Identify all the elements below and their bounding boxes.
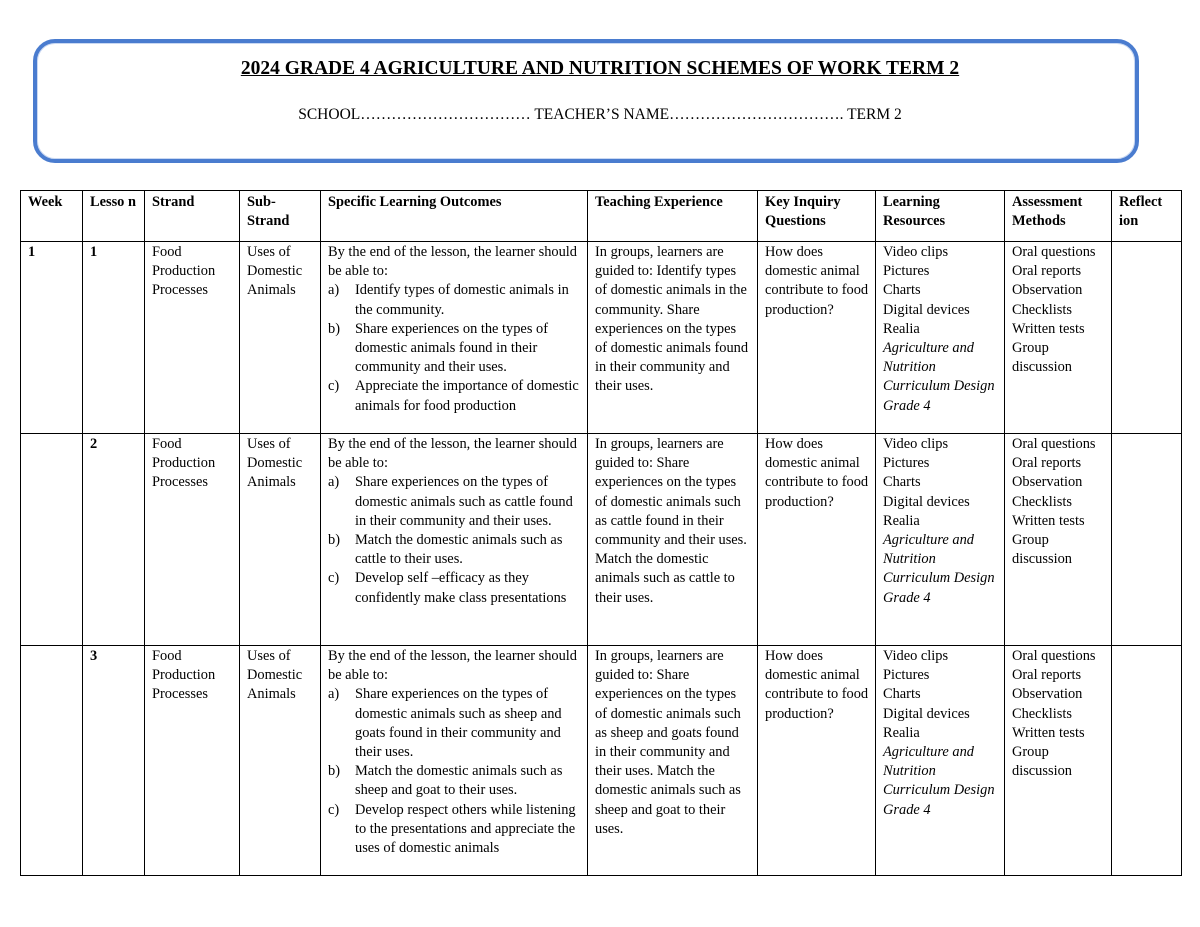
lesson-cell: 2	[83, 434, 145, 646]
list-item	[328, 762, 581, 800]
resource-item: Pictures	[883, 667, 930, 684]
assessment-item: Oral reports	[1012, 455, 1082, 472]
assessment-item: Checklists	[1012, 493, 1072, 510]
schemes-of-work-table	[20, 190, 1182, 876]
outcome-marker: b)	[328, 763, 340, 780]
list-item	[328, 281, 581, 319]
column-header: Strand	[145, 191, 240, 242]
column-header: Key Inquiry Questions	[758, 191, 876, 242]
assessment-item: Group discussion	[1012, 340, 1072, 376]
teaching-experience-cell: In groups, learners are guided to: Identify types of domestic animals in the community. Share experiences on the types of domestic animals found in their community and their uses.	[588, 242, 758, 434]
teacher-name-field-label: TEACHER’S NAME…………………………….	[534, 106, 844, 123]
lesson-cell: 3	[83, 646, 145, 876]
assessment-item: Observation	[1012, 474, 1083, 491]
resource-item: Digital devices	[883, 493, 970, 510]
strand-cell: Food Production Processes	[145, 242, 240, 434]
outcome-marker: c)	[328, 801, 340, 818]
resource-item: Video clips	[883, 244, 949, 260]
assessment-item: Checklists	[1012, 301, 1072, 318]
learning-resources-cell	[876, 646, 1005, 876]
learning-outcomes-cell	[321, 646, 588, 876]
column-header: Specific Learning Outcomes	[321, 191, 588, 242]
resource-item: Video clips	[883, 436, 949, 452]
learning-resources-cell	[876, 242, 1005, 434]
school-field-label: SCHOOL……………………………	[298, 106, 531, 123]
column-header: Learning Resources	[876, 191, 1005, 242]
teaching-experience-cell: In groups, learners are guided to: Share experiences on the types of domestic animals such as cattle found in their community and their uses. Match the domestic animals such as cattle to their uses.	[588, 434, 758, 646]
outcome-text: Share experiences on the types of domestic animals found in their community and their uses.	[355, 320, 549, 376]
assessment-item: Checklists	[1012, 705, 1072, 722]
curriculum-design-reference: Agriculture and Nutrition Curriculum Design Grade 4	[883, 744, 995, 818]
teaching-experience-cell: In groups, learners are guided to: Share experiences on the types of domestic animals such as sheep and goats found in their community and their uses. Match the domestic animals such as sheep and goat to their uses.	[588, 646, 758, 876]
assessment-item: Written tests	[1012, 724, 1085, 741]
resource-item: Charts	[883, 686, 921, 703]
reflection-cell	[1112, 242, 1182, 434]
resource-item: Realia	[883, 724, 920, 741]
strand-cell: Food Production Processes	[145, 434, 240, 646]
outcome-text: Appreciate the importance of domestic animals for food production	[355, 378, 579, 414]
inquiry-question-cell: How does domestic animal contribute to food production?	[758, 434, 876, 646]
list-item	[328, 377, 581, 415]
assessment-item: Written tests	[1012, 320, 1085, 337]
table-header-row	[21, 191, 1182, 242]
list-item	[328, 320, 581, 378]
document-title: 2024 GRADE 4 AGRICULTURE AND NUTRITION SCHEMES OF WORK TERM 2	[240, 58, 960, 79]
week-cell	[21, 646, 83, 876]
resource-item: Charts	[883, 474, 921, 491]
outcome-marker: a)	[328, 474, 340, 491]
curriculum-design-reference: Agriculture and Nutrition Curriculum Design Grade 4	[883, 340, 995, 414]
assessment-item: Observation	[1012, 282, 1083, 299]
document-subtitle	[0, 106, 1200, 124]
resource-item: Charts	[883, 282, 921, 299]
curriculum-design-reference: Agriculture and Nutrition Curriculum Design Grade 4	[883, 532, 995, 606]
outcome-text: Identify types of domestic animals in the community.	[355, 282, 569, 318]
learning-resources-cell	[876, 434, 1005, 646]
column-header: Reflect ion	[1112, 191, 1182, 242]
reflection-cell	[1112, 646, 1182, 876]
column-header: Lesso n	[83, 191, 145, 242]
outcomes-list	[328, 473, 581, 607]
outcome-text: Develop respect others while listening to the presentations and appreciate the uses of domestic animals	[355, 801, 576, 857]
resource-item: Video clips	[883, 648, 949, 664]
column-header: Sub- Strand	[240, 191, 321, 242]
assessment-item: Observation	[1012, 686, 1083, 703]
column-header: Week	[21, 191, 83, 242]
outcome-marker: c)	[328, 570, 340, 587]
resource-item: Digital devices	[883, 705, 970, 722]
outcome-marker: a)	[328, 282, 340, 299]
outcome-marker: b)	[328, 532, 340, 549]
assessment-item: Group discussion	[1012, 744, 1072, 780]
column-header: Assessment Methods	[1005, 191, 1112, 242]
outcomes-intro: By the end of the lesson, the learner should be able to:	[328, 244, 577, 280]
list-item	[328, 801, 581, 859]
inquiry-question-cell: How does domestic animal contribute to food production?	[758, 242, 876, 434]
strand-cell: Food Production Processes	[145, 646, 240, 876]
sub-strand-cell: Uses of Domestic Animals	[240, 434, 321, 646]
assessment-methods-cell	[1005, 242, 1112, 434]
lesson-cell: 1	[83, 242, 145, 434]
outcome-marker: b)	[328, 320, 340, 337]
list-item	[328, 685, 581, 762]
assessment-methods-cell	[1005, 434, 1112, 646]
resource-item: Digital devices	[883, 301, 970, 318]
assessment-item: Oral questions	[1012, 244, 1096, 260]
reflection-cell	[1112, 434, 1182, 646]
learning-outcomes-cell	[321, 434, 588, 646]
list-item	[328, 531, 581, 569]
week-cell	[21, 434, 83, 646]
outcome-text: Develop self –efficacy as they confidently make class presentations	[355, 570, 567, 606]
resource-item: Realia	[883, 512, 920, 529]
sub-strand-cell: Uses of Domestic Animals	[240, 242, 321, 434]
table-row	[21, 646, 1182, 876]
inquiry-question-cell: How does domestic animal contribute to food production?	[758, 646, 876, 876]
outcomes-intro: By the end of the lesson, the learner should be able to:	[328, 648, 577, 684]
assessment-item: Written tests	[1012, 512, 1085, 529]
sub-strand-cell: Uses of Domestic Animals	[240, 646, 321, 876]
learning-outcomes-cell	[321, 242, 588, 434]
resource-item: Pictures	[883, 263, 930, 280]
resource-item: Pictures	[883, 455, 930, 472]
table-row	[21, 242, 1182, 434]
outcomes-intro: By the end of the lesson, the learner should be able to:	[328, 436, 577, 472]
assessment-item: Oral reports	[1012, 263, 1082, 280]
term-label: TERM 2	[847, 106, 902, 123]
list-item	[328, 569, 581, 607]
assessment-item: Group discussion	[1012, 532, 1072, 568]
assessment-methods-cell	[1005, 646, 1112, 876]
resource-item: Realia	[883, 320, 920, 337]
list-item	[328, 473, 581, 531]
outcome-marker: c)	[328, 378, 340, 395]
outcome-text: Match the domestic animals such as sheep and goat to their uses.	[355, 763, 563, 799]
assessment-item: Oral questions	[1012, 436, 1096, 452]
table-row	[21, 434, 1182, 646]
outcome-text: Share experiences on the types of domestic animals such as sheep and goats found in their community and their uses.	[355, 686, 562, 761]
week-cell: 1	[21, 242, 83, 434]
outcome-text: Share experiences on the types of domestic animals such as cattle found in their community and their uses.	[355, 474, 573, 529]
outcome-text: Match the domestic animals such as cattle to their uses.	[355, 532, 563, 568]
outcomes-list	[328, 281, 581, 415]
column-header: Teaching Experience	[588, 191, 758, 242]
outcomes-list	[328, 685, 581, 858]
assessment-item: Oral questions	[1012, 648, 1096, 664]
outcome-marker: a)	[328, 686, 340, 703]
assessment-item: Oral reports	[1012, 667, 1082, 684]
